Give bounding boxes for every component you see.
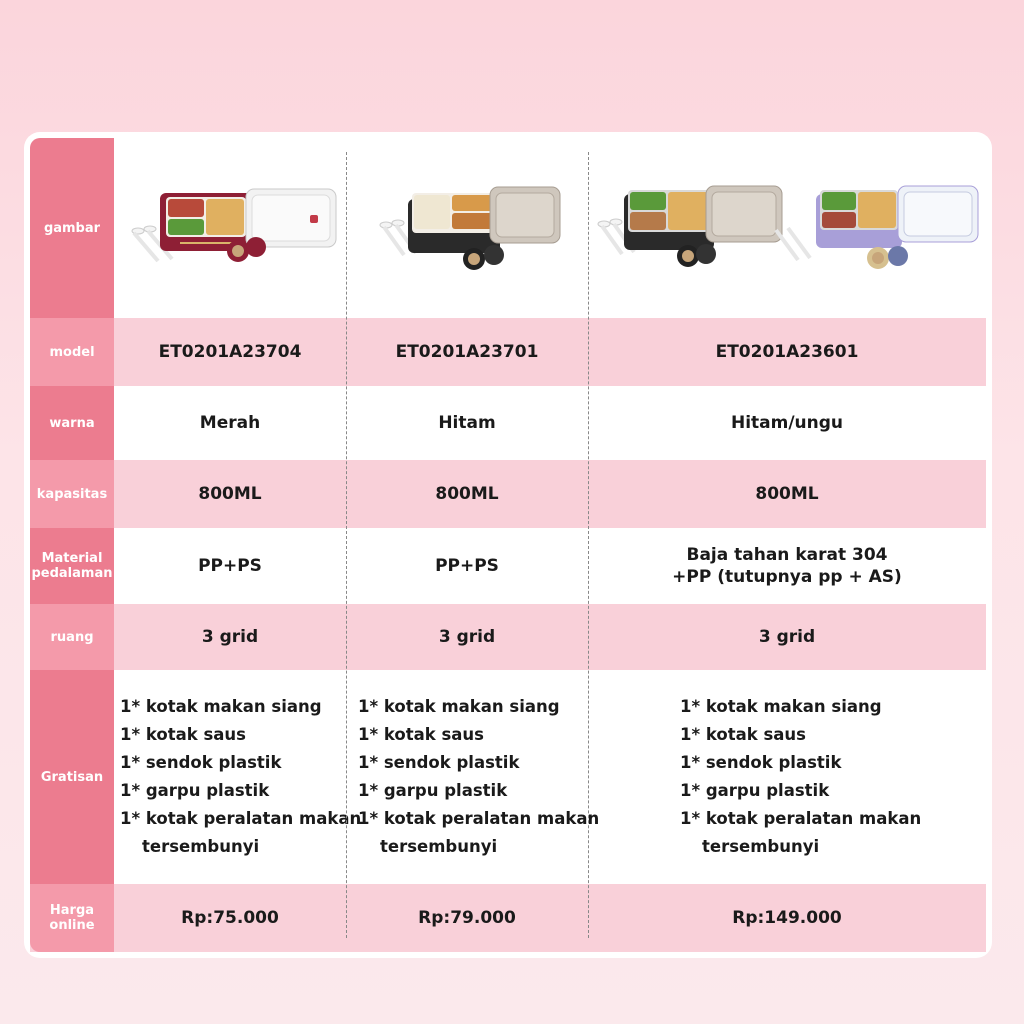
list-item: 1* kotak peralatan makan: [120, 809, 362, 828]
row-model: [30, 318, 986, 386]
color-2: Hitam: [438, 413, 496, 433]
product-image-black-purple: [588, 138, 986, 318]
compartment-3: 3 grid: [758, 627, 816, 647]
list-item: 1* kotak saus: [358, 725, 484, 744]
product-image-black: [346, 138, 588, 318]
column-divider: [588, 152, 589, 938]
label-image: gambar: [30, 138, 114, 318]
capacity-2: 800ML: [435, 484, 499, 504]
model-2: ET0201A23701: [395, 342, 539, 362]
row-free-items: [30, 670, 986, 884]
row-color: [30, 386, 986, 460]
list-item: tersembunyi: [142, 837, 260, 856]
row-compartment: [30, 604, 986, 670]
color-1: Merah: [199, 413, 261, 433]
row-price: [30, 884, 986, 952]
material-1: PP+PS: [198, 556, 262, 576]
label-model: model: [30, 318, 114, 386]
price-3: Rp:149.000: [732, 908, 842, 928]
column-divider: [346, 152, 347, 938]
list-item: 1* kotak makan siang: [358, 697, 560, 716]
list-item: tersembunyi: [380, 837, 498, 856]
list-item: 1* kotak saus: [120, 725, 246, 744]
label-color: warna: [30, 386, 114, 460]
list-item: 1* sendok plastik: [680, 753, 842, 772]
label-compartment: ruang: [30, 604, 114, 670]
label-capacity: kapasitas: [30, 460, 114, 528]
row-capacity: [30, 460, 986, 528]
free-items-3: [588, 670, 986, 884]
material-3: Baja tahan karat 304 +PP (tutupnya pp + AS): [672, 545, 902, 587]
price-1: Rp:75.000: [181, 908, 279, 928]
price-2: Rp:79.000: [418, 908, 516, 928]
list-item: 1* garpu plastik: [120, 781, 270, 800]
free-items-1: [114, 670, 362, 884]
list-item: tersembunyi: [702, 837, 820, 856]
compartment-2: 3 grid: [438, 627, 496, 647]
list-item: 1* sendok plastik: [358, 753, 520, 772]
product-image-red: [114, 138, 346, 318]
material-2: PP+PS: [435, 556, 499, 576]
free-items-2: [346, 670, 600, 884]
compartment-1: 3 grid: [201, 627, 259, 647]
row-image: [30, 138, 986, 318]
model-1: ET0201A23704: [158, 342, 302, 362]
label-price: Harga online: [30, 884, 114, 952]
label-free: Gratisan: [30, 670, 114, 884]
capacity-1: 800ML: [198, 484, 262, 504]
list-item: 1* sendok plastik: [120, 753, 282, 772]
list-item: 1* kotak peralatan makan: [680, 809, 922, 828]
capacity-3: 800ML: [755, 484, 819, 504]
list-item: 1* kotak saus: [680, 725, 806, 744]
list-item: 1* kotak makan siang: [120, 697, 322, 716]
color-3: Hitam/ungu: [730, 413, 844, 433]
row-material: [30, 528, 986, 604]
list-item: 1* garpu plastik: [680, 781, 830, 800]
model-3: ET0201A23601: [715, 342, 859, 362]
list-item: 1* kotak makan siang: [680, 697, 882, 716]
list-item: 1* kotak peralatan makan: [358, 809, 600, 828]
label-material: Material pedalaman: [30, 528, 114, 604]
comparison-table: [24, 132, 992, 958]
list-item: 1* garpu plastik: [358, 781, 508, 800]
